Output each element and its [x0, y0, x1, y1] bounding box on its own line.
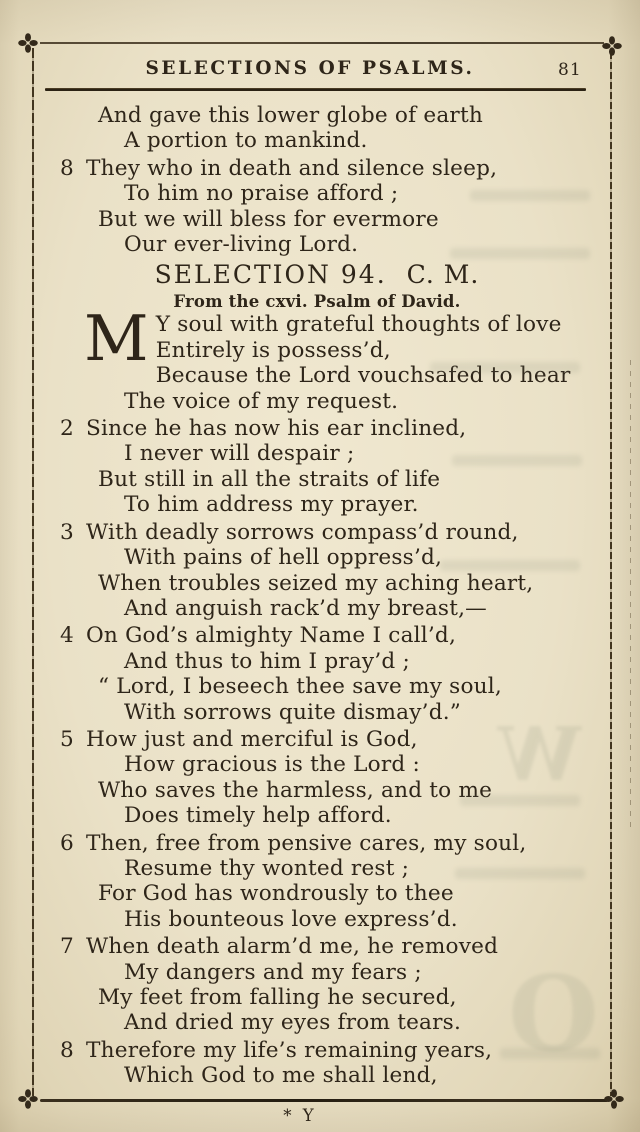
verse-line: And thus to him I pray’d ;: [124, 648, 410, 674]
verse-line: 3 With deadly sorrows compass’d round,: [60, 519, 519, 545]
verse-line: How gracious is the Lord :: [124, 752, 420, 778]
selection-heading: [60, 260, 574, 290]
verse-line: With pains of hell oppress’d,: [124, 545, 443, 571]
continuation-stanzas: [60, 103, 574, 257]
stanza: [60, 831, 574, 933]
verse-line: 8 Therefore my life’s remaining years,: [60, 1037, 493, 1063]
verse-line: Resume thy wonted rest ;: [124, 855, 410, 881]
verse-line: 7 When death alarm’d me, he removed: [60, 934, 499, 960]
verse-line: When troubles seized my aching heart,: [98, 570, 534, 596]
verse-line: Because the Lord vouchsafed to hear: [155, 363, 571, 389]
verse-line: 5 How just and merciful is God,: [60, 726, 418, 752]
verse-line: To him no praise afford ;: [124, 181, 399, 207]
verse-number: 6: [60, 830, 74, 856]
verse-line: I never will despair ;: [124, 441, 355, 467]
verse-line: Which God to me shall lend,: [124, 1063, 438, 1089]
verse-line: For God has wondrously to thee: [98, 881, 454, 907]
stanza: [60, 520, 574, 622]
verse-line: Y soul with grateful thoughts of love: [155, 312, 562, 338]
show-through-artifact: W: [498, 712, 582, 798]
stanza: [60, 416, 574, 518]
verse-line: My dangers and my fears ;: [124, 959, 422, 985]
psalm-text-column: [60, 103, 574, 1091]
stanza: [60, 1038, 574, 1089]
verse-line: But we will bless for evermore: [98, 206, 439, 232]
verse-line: And gave this lower globe of earth: [98, 103, 483, 128]
verse-line: But still in all the straits of life: [98, 466, 441, 492]
verse-line: To him address my prayer.: [124, 492, 419, 518]
verse-number: 8: [60, 1037, 74, 1063]
verse-number: 7: [60, 934, 74, 960]
verse-number: 5: [60, 726, 74, 752]
verse-number: 4: [60, 623, 74, 649]
verse-line: Entirely is possess’d,: [155, 337, 391, 363]
quatrefoil-ornament-icon: [18, 33, 38, 53]
verse-line: Does timely help afford.: [124, 803, 392, 829]
verse-line: 4 On God’s almighty Name I call’d,: [60, 623, 457, 649]
header-rule: [45, 88, 586, 91]
selection-meter: C. M.: [406, 260, 480, 290]
stanza: [60, 934, 574, 1036]
verse-line: And anguish rack’d my breast,—: [124, 595, 487, 621]
verse-line: Our ever-living Lord.: [124, 232, 359, 258]
show-through-artifact: O: [508, 952, 599, 1075]
stanza: [60, 623, 574, 725]
selection-title: SELECTION 94.: [154, 260, 387, 290]
verse-line: His bounteous love express’d.: [124, 906, 458, 932]
verse-line: 8 They who in death and silence sleep,: [60, 155, 498, 181]
verse-line: With sorrows quite dismay’d.”: [124, 699, 462, 725]
page-edge-line: [630, 360, 631, 830]
verse-line: Who saves the harmless, and to me: [98, 777, 493, 803]
left-border-rule: [32, 48, 34, 1096]
verse-line: “ Lord, I beseech thee save my soul,: [98, 674, 502, 700]
verse-line: The voice of my request.: [124, 388, 399, 414]
verse-line: A portion to mankind.: [124, 128, 368, 154]
drop-cap: M: [84, 302, 149, 376]
verse-number: 2: [60, 416, 74, 442]
top-border-rule: [40, 42, 604, 44]
verse-line: And dried my eyes from tears.: [124, 1010, 462, 1036]
verse-line: 2 Since he has now his ear inclined,: [60, 416, 467, 442]
stanza: [60, 156, 574, 258]
verse-line: 6 Then, free from pensive cares, my soul,: [60, 830, 527, 856]
quatrefoil-ornament-icon: [604, 1089, 624, 1109]
stanza: [60, 103, 574, 154]
stanza: [60, 727, 574, 829]
selection-source: From the cxvi. Psalm of David.: [173, 292, 461, 312]
bottom-border-rule: [40, 1099, 608, 1102]
right-border-rule: [610, 52, 612, 1096]
page-number: 81: [558, 60, 582, 80]
verse-number: 8: [60, 155, 74, 181]
running-head-title: SELECTIONS OF PSALMS.: [145, 58, 475, 79]
quatrefoil-ornament-icon: [602, 36, 622, 56]
signature-mark: * Y: [283, 1106, 317, 1125]
verse-number: 3: [60, 519, 74, 545]
verse-line: My feet from falling he secured,: [98, 985, 457, 1010]
